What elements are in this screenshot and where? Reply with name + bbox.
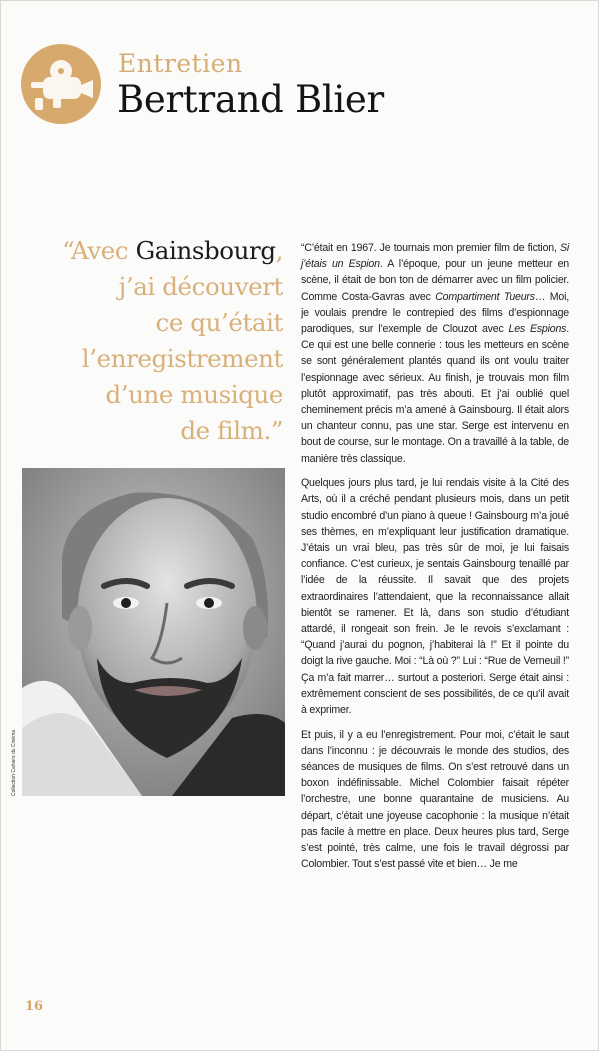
body-text: “C’était en 1967. Je tournais mon premier film de fiction,	[301, 242, 560, 254]
portrait-photo	[22, 468, 285, 796]
film-title: Les Espions	[508, 323, 567, 336]
photo-credit: Collection Cahiers du Cinéma	[11, 729, 17, 796]
body-text: . A l’époque, pour un jeune metteur en scène, il était de bon ton de démarrer avec un film policier. Comme Costa-Gavras avec	[301, 258, 569, 303]
pull-quote-line-3: ce qu’était	[155, 308, 283, 337]
pull-quote-comma: ,	[275, 236, 283, 265]
pull-quote	[20, 233, 283, 449]
body-paragraph-2: Quelques jours plus tard, je lui rendais visite à la Cité des Arts, où il a créché pendant plusieurs mois, dans un petit studio encombré d’un piano à queue ! Gainsbourg m’a joué ses thèmes, en m’expliquant leur justification dramatique. J’étais un vrai bleu, pas très sûr de moi, je lui faisais confiance. C’est curieux, je sentais Gainsbourg tenaillé par l’idée de la réussite. Il savait que des projets extraordinaires l’attendaient, que la reconnaissance allait bientôt se ramener. Et là, dans son studio d’étudiant attardé, il rongeait son frein. Je le revois s’exclamant : “Quand j’aurai du pognon, j’habiterai là !” Et il pointe du doigt la rive gauche. Moi : “Là où ?” Lui : “Rue de Verneuil !” Ça m’a fait marrer… surtout a posteriori. Serge était ainsi : extrêmement conscient de ses possibilités, de ce qu’il avait à exprimer.	[301, 477, 569, 717]
body-paragraph-3: Et puis, il y a eu l’enregistrement. Pour moi, c’était le saut dans l’inconnu : je découvrais le monde des studios, des séances de musiques de films. On s’est retrouvé dans un boxon indéfinissable. Michel Colombier faisait répéter l’orchestre, une bonne quarantaine de musiciens. Au départ, c’était une joyeuse cacophonie : la musique n’était pas facile à mettre en place. Deux heures plus tard, Serge s’est pointé, très calme, une fois le travail dégrossi par Colombier. Tout s’est passé vite et bien… Je me	[301, 728, 569, 871]
page-number: 16	[25, 999, 44, 1014]
film-camera-icon	[21, 44, 101, 124]
pull-quote-line-6: de film.”	[180, 416, 283, 445]
film-title: Si j’étais un Espion	[301, 242, 569, 271]
article-title: Bertrand Blier	[117, 78, 384, 121]
pull-quote-line-2: j’ai découvert	[118, 272, 283, 301]
pull-quote-line-4: l’enregistrement	[81, 344, 283, 373]
section-kicker: Entretien	[118, 49, 243, 78]
body-text: … Moi, je voulais prendre le contrepied des films d’espionnage parodiques, sur l’exemple de Clouzot avec	[301, 290, 569, 336]
film-title: Compartiment Tueurs	[435, 290, 535, 303]
body-paragraph-1	[301, 240, 569, 467]
article-body	[301, 240, 569, 881]
pull-quote-highlight: Gainsbourg	[135, 236, 276, 265]
pull-quote-line-5: d’une musique	[105, 380, 283, 409]
pull-quote-open: “Avec	[62, 236, 136, 265]
body-text: . Ce qui est une belle connerie : tous les metteurs en scène se sont généralement plantés quand ils ont voulu traiter l’espionnage avec sérieux. Au finish, je trouvais mon film plutôt approximatif, pas très abouti. Et j’ai oublié quel cheminement précis m’a amené à Gainsbourg. Il était alors un chanteur connu, pas une star. Serge est intervenu en bout de course, sur le montage. On a travaillé à la table, de manière très classique.	[301, 323, 570, 465]
pull-quote-line-1	[20, 233, 283, 269]
